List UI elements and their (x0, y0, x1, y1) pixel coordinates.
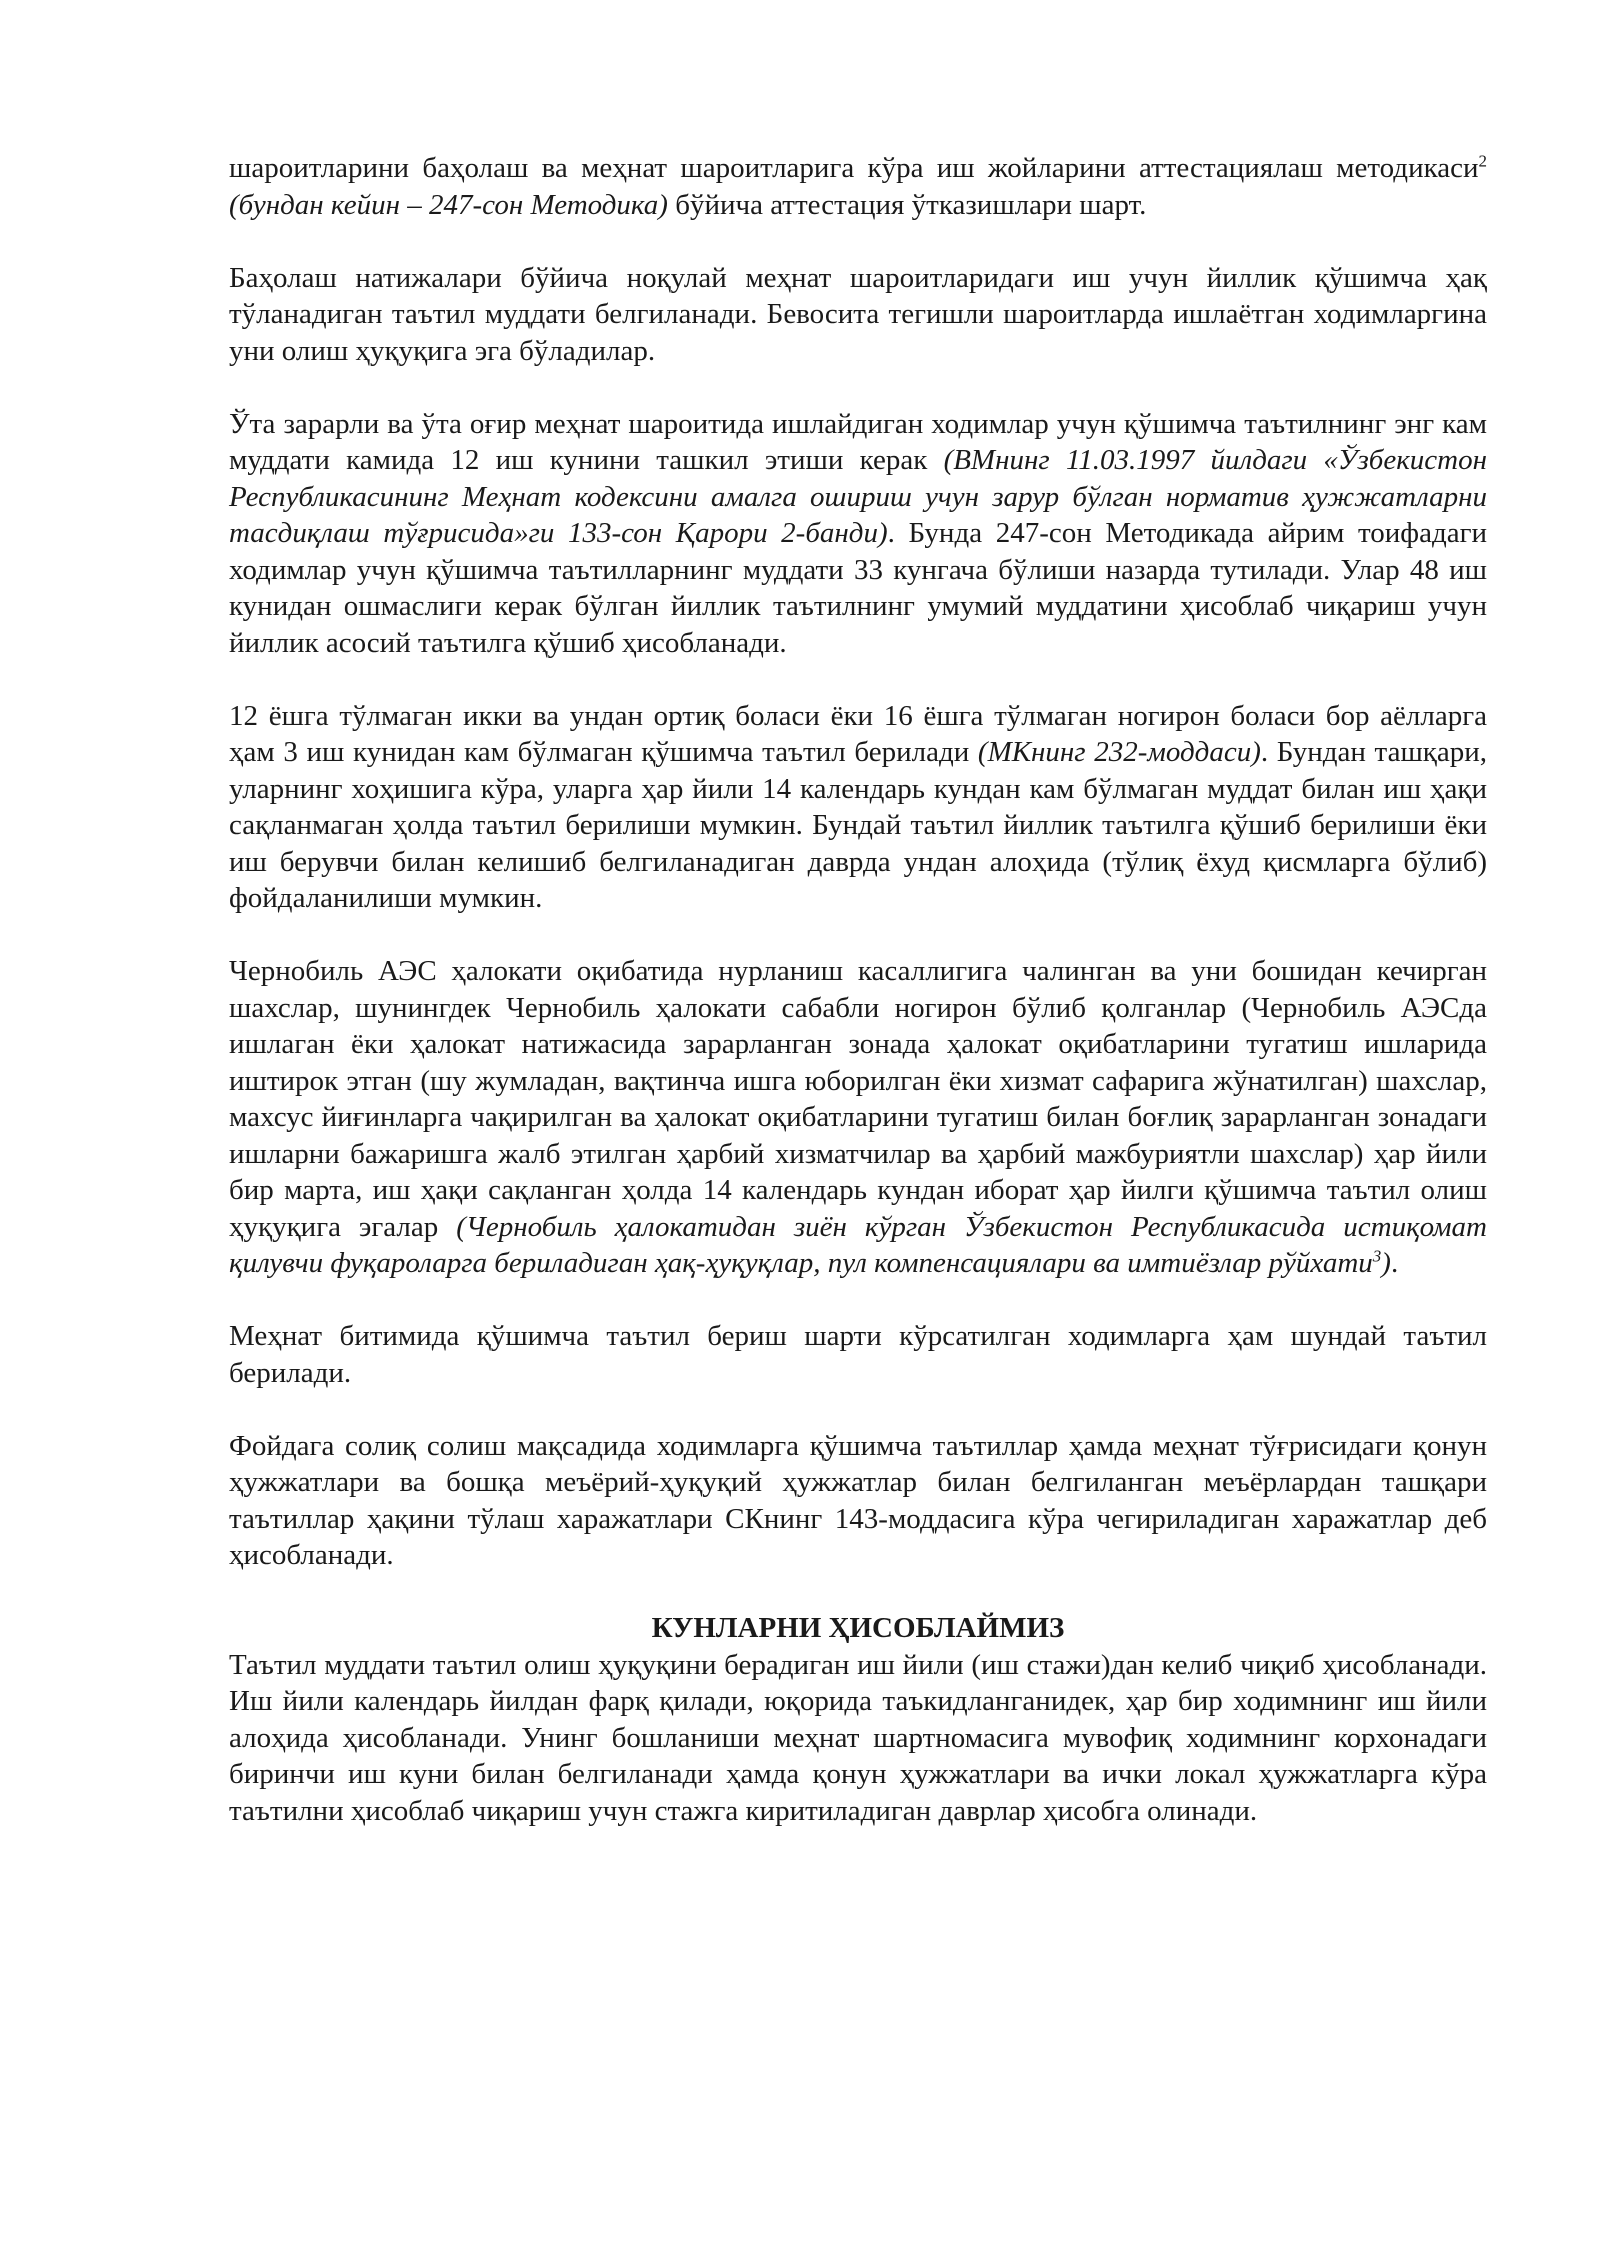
paragraph-women-with-children (229, 698, 1487, 917)
citation: (ВМнинг 11.03.1997 йилдаги «Ўзбекистон Республикасининг Меҳнат кодексини амалга ошириш учун зарур бўлган норматив ҳужжатларни тасдиқлаш тўғрисида»ги 133-сон Қарори 2-банди) (229, 444, 1487, 549)
footnote-number: 3 (1372, 1246, 1382, 1266)
paragraph-work-year: Таътил муддати таътил олиш ҳуқуқини берадиган иш йили (иш стажи)дан келиб чиқиб ҳисобланади. Иш йили календарь йилдан фарқ қилади, юқорида таъкидланганидек, ҳар бир ходимнинг иш йили алоҳида ҳисобланади. Унинг бошланиши меҳнат шартномасига мувофиқ ходимнинг корхонадаги биринчи иш куни билан белгиланади ҳамда қонун ҳужжатлари ва ички локал ҳужжатларга кўра таътилни ҳисоблаб чиқариш учун стажга киритиладиган даврлар ҳисобга олинади. (229, 1648, 1487, 1827)
footnote-ref-2: 2 (1478, 151, 1487, 171)
paragraph-labor-agreement: Меҳнат битимида қўшимча таътил бериш шарти кўрсатилган ходимларга ҳам шундай таътил берилади. (229, 1320, 1487, 1389)
text: . Бунда 247-сон Методикада айрим тоифадаги ходимлар учун қўшимча таътилларнинг муддати 33 кунгача бўлиши назарда тутилади. Улар 48 иш кунидан ошмаслиги керак бўлган йиллик таътилнинг умумий муддатини ҳисоблаб чиқариш учун йиллик асосий таътилга қўшиб ҳисобланади. (229, 517, 1487, 659)
citation: (бундан кейин – 247-сон Методика) (229, 188, 668, 221)
text: Ўта зарарли ва ўта оғир меҳнат шароитида ишлайдиган ходимлар учун қўшимча таътилнинг энг кам муддати камида 12 иш кунини ташкил этиши керак (229, 407, 1487, 476)
text: бўйича аттестация ўтказишлари шарт. (667, 188, 1147, 221)
text: . Бундан ташқари, уларнинг хоҳишига кўра, уларга ҳар йили 14 календарь кундан кам бўлмаган муддат билан иш ҳақи сақланмаган ҳолда таътил берилиши мумкин. Бундай таътил йиллик таътилга қўшиб берилиши ёки иш берувчи билан келишиб белгиланадиган даврда ундан алоҳида (тўлиқ ёхуд қисмларга бўлиб) фойдаланилиши мумкин. (229, 736, 1488, 914)
citation-close: ) (1381, 1247, 1391, 1279)
citation: (Чернобиль ҳалокатидан зиён кўрган Ўзбекистон Республикасида истиқомат қилувчи фуқароларга бериладиган ҳақ-ҳуқуқлар, пул компенсациялари ва имтиёзлар рўйхати (229, 1210, 1488, 1279)
footnote-ref-3 (1373, 1246, 1382, 1265)
paragraph-chernobyl (229, 953, 1487, 1282)
text: 12 ёшга тўлмаган икки ва ундан ортиқ боласи ёки 16 ёшга тўлмаган ногирон боласи бор аёлларга ҳам 3 иш кунидан кам бўлмаган қўшимча таътил берилади (229, 699, 1487, 768)
paragraph-assessment-results: Баҳолаш натижалари бўйича ноқулай меҳнат шароитларидаги иш учун йиллик қўшимча ҳақ тўланадиган таътил муддати белгиланади. Бевосита тегишли шароитларда ишлаётган ходимларгина уни олиш ҳуқуқига эга бўладилар. (229, 261, 1487, 367)
citation: (МКнинг 232-моддаси) (977, 736, 1261, 768)
paragraph-harmful-conditions (229, 406, 1487, 662)
paragraph-attestation (229, 150, 1487, 223)
text: шароитларини баҳолаш ва меҳнат шароитларига кўра иш жойларини аттестациялаш методикаси (229, 152, 1479, 184)
paragraph-profit-tax: Фойдага солиқ солиш мақсадида ходимларга қўшимча таътиллар ҳамда меҳнат тўғрисидаги қонун ҳужжатлари ва бошқа меъёрий-ҳуқуқий ҳужжатлар билан белгиланган меъёрлардан ташқари таътиллар ҳақини тўлаш харажатлари СКнинг 143-моддасига кўра чегириладиган харажатлар деб ҳисобланади. (229, 1429, 1487, 1571)
section-heading: КУНЛАРНИ ҲИСОБЛАЙМИЗ (651, 1612, 1065, 1644)
document-page (229, 150, 1487, 1829)
text: Чернобиль АЭС ҳалокати оқибатида нурланиш касаллигига чалинган ва уни бошидан кечирган шахслар, шунингдек Чернобиль ҳалокати сабабли ногирон бўлиб қолганлар (Чернобиль АЭСда ишлаган ёки ҳалокат натижасида зарарланган зонада ҳалокат оқибатларини тугатиш ишларида иштирок этган (шу жумладан, вақтинча ишга юборилган ёки хизмат сафарига жўнатилган) шахслар, махсус йиғинларга чақирилган ва ҳалокат оқибатларини тугатиш билан боғлиқ зарарланган зонадаги ишларни бажаришга жалб этилган ҳарбий хизматчилар ва ҳарбий мажбуриятли шахслар) ҳар йили бир марта, иш ҳақи сақланган ҳолда 14 календарь кундан иборат ҳар йилги қўшимча таътил олиш ҳуқуқига эгалар (229, 955, 1487, 1243)
text: . (1390, 1247, 1399, 1279)
